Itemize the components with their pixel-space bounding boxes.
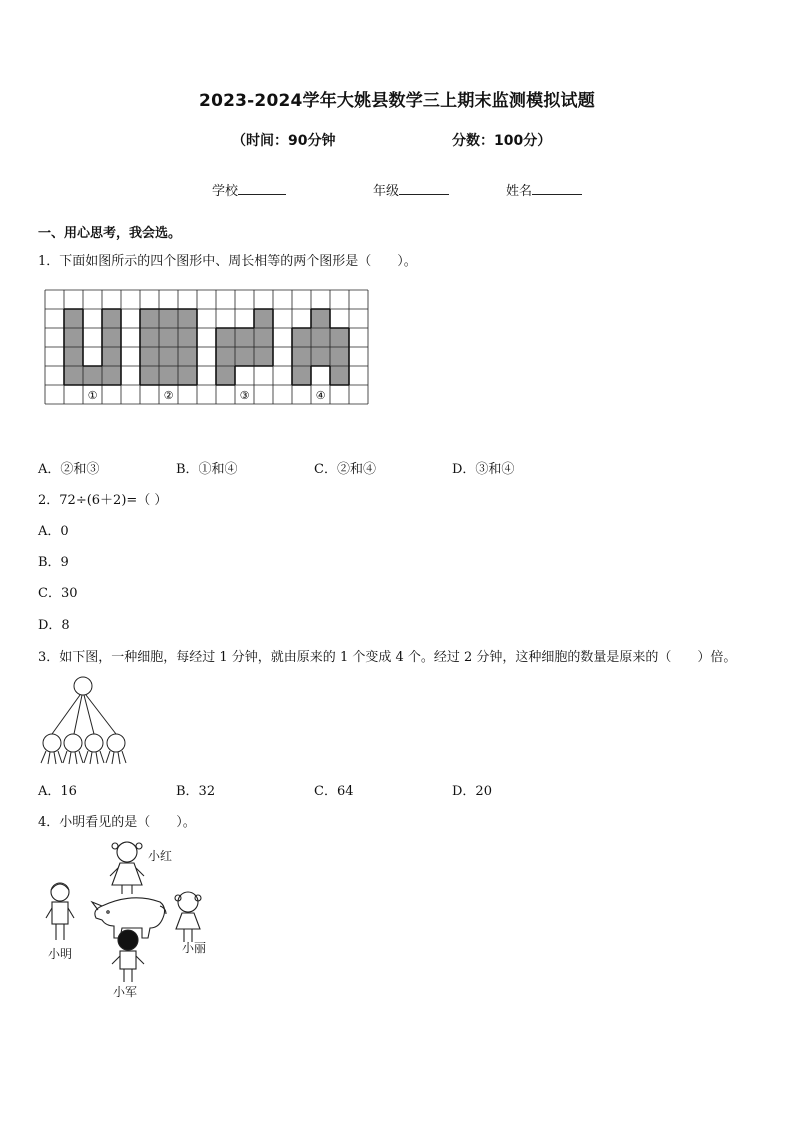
school-blank[interactable] xyxy=(238,182,286,195)
child-cell-3 xyxy=(85,734,103,752)
shaded-cell xyxy=(102,366,121,385)
q2-stem: 2．72÷(6＋2)=（ ） xyxy=(38,493,168,508)
q2-option-d[interactable]: D．8 xyxy=(38,618,70,633)
q3-option-b[interactable]: B．32 xyxy=(176,784,216,799)
shaded-cell xyxy=(159,309,178,328)
shaded-cell xyxy=(178,328,197,347)
q3-option-c[interactable]: C．64 xyxy=(314,784,354,799)
shaded-cell xyxy=(140,309,159,328)
shaded-cell xyxy=(159,328,178,347)
q3-stem: 3．如下图，一种细胞，每经过 1 分钟，就由原来的 1 个变成 4 个。经过 2 分钟，这种细胞的数量是原来的（ ）倍。 xyxy=(38,650,737,665)
child-cell-1 xyxy=(43,734,61,752)
grade-label: 年级 xyxy=(373,184,400,199)
shaded-cell xyxy=(216,328,235,347)
grade-blank[interactable] xyxy=(399,182,449,195)
shaded-cell xyxy=(140,328,159,347)
shaded-cell xyxy=(178,347,197,366)
shaded-cell xyxy=(140,366,159,385)
q1-grid-figure xyxy=(40,286,372,408)
shaded-cell xyxy=(254,328,273,347)
shaded-cell xyxy=(216,366,235,385)
girl-xiaoli-illustration xyxy=(175,892,201,942)
shaded-cell xyxy=(311,309,330,328)
q4-stem: 4．小明看见的是（ ）。 xyxy=(38,815,196,830)
shaded-cell xyxy=(235,328,254,347)
shaded-cell xyxy=(64,328,83,347)
shaded-cell xyxy=(159,366,178,385)
shaded-cell xyxy=(292,328,311,347)
boy-xiaoming-illustration xyxy=(46,883,74,940)
label-xiaoming: 小明 xyxy=(48,947,73,961)
shaded-cell xyxy=(330,328,349,347)
girl-xiaohong-illustration xyxy=(110,842,144,894)
q1-option-a[interactable]: A．②和③ xyxy=(38,462,100,477)
shaded-cell xyxy=(83,366,102,385)
shape-label-1: ① xyxy=(87,389,98,402)
q2-option-a[interactable]: A．0 xyxy=(38,524,69,539)
shaded-cell xyxy=(254,347,273,366)
parent-cell xyxy=(74,677,92,695)
name-field xyxy=(506,180,582,199)
shape-label-4: ④ xyxy=(315,389,326,402)
school-field xyxy=(212,180,286,199)
shaded-cell xyxy=(292,347,311,366)
shaded-cell xyxy=(178,309,197,328)
shaded-cell xyxy=(311,328,330,347)
label-xiaojun: 小军 xyxy=(113,985,138,999)
grade-field xyxy=(373,180,449,199)
shaded-cell xyxy=(292,366,311,385)
shaded-cell xyxy=(178,366,197,385)
cell-division-figure xyxy=(38,675,132,767)
shaded-cell xyxy=(140,347,159,366)
grid-lines xyxy=(45,290,368,404)
shape-label-3: ③ xyxy=(239,389,250,402)
shaded-cell xyxy=(330,347,349,366)
q3-option-d[interactable]: D．20 xyxy=(452,784,492,799)
shaded-cell xyxy=(330,366,349,385)
shaded-cell xyxy=(254,309,273,328)
q2-option-c[interactable]: C．30 xyxy=(38,586,78,601)
shaded-cell xyxy=(64,309,83,328)
name-blank[interactable] xyxy=(532,182,582,195)
shaded-cell xyxy=(216,347,235,366)
shaded-cell xyxy=(102,309,121,328)
section-heading: 一、用心思考，我会选。 xyxy=(38,226,182,241)
viewing-scene-figure xyxy=(40,836,220,1002)
page-title: 2023-2024学年大姚县数学三上期末监测模拟试题 xyxy=(199,91,595,111)
child-cell-4 xyxy=(107,734,125,752)
child-cell-rays xyxy=(41,751,126,764)
shaded-cell xyxy=(64,366,83,385)
q1-option-d[interactable]: D．③和④ xyxy=(452,462,515,477)
exam-score: 分数：100分） xyxy=(452,133,552,149)
school-label: 学校 xyxy=(212,184,239,199)
q3-option-a[interactable]: A．16 xyxy=(38,784,77,799)
label-xiaoli: 小丽 xyxy=(182,941,207,955)
child-cell-2 xyxy=(64,734,82,752)
name-label: 姓名 xyxy=(506,184,533,199)
shaded-cell xyxy=(235,347,254,366)
shaded-cell xyxy=(102,328,121,347)
exam-time: （时间：90分钟 xyxy=(232,133,336,149)
q1-option-c[interactable]: C．②和④ xyxy=(314,462,376,477)
q2-option-b[interactable]: B．9 xyxy=(38,555,69,570)
shaded-cell xyxy=(64,347,83,366)
shaded-cell xyxy=(159,347,178,366)
shape-label-2: ② xyxy=(163,389,174,402)
shaded-cell xyxy=(102,347,121,366)
label-xiaohong: 小红 xyxy=(148,849,173,863)
q1-stem: 1．下面如图所示的四个图形中、周长相等的两个图形是（ ）。 xyxy=(38,254,417,269)
q1-option-b[interactable]: B．①和④ xyxy=(176,462,238,477)
shaded-cell xyxy=(311,347,330,366)
